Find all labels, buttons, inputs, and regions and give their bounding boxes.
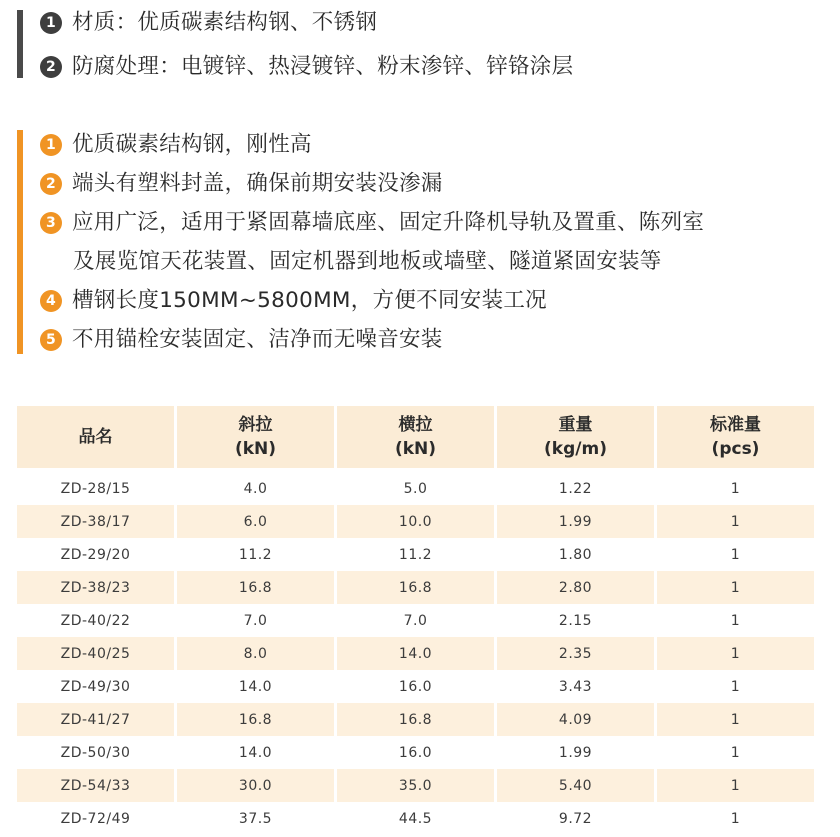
cell-diagonal-pull: 7.0 (243, 612, 268, 629)
table-row (17, 505, 814, 538)
cell-name: ZD-72/49 (60, 810, 131, 827)
header-lateral-pull (337, 406, 494, 468)
cell-lateral-pull: 14.0 (337, 637, 494, 670)
header-line2: (kN) (234, 439, 277, 459)
cell-lateral-pull: 7.0 (403, 612, 428, 629)
cell-diagonal-pull: 16.8 (177, 571, 334, 604)
feature-item-text: 优质碳素结构钢，刚性高 (72, 132, 312, 157)
feature-item-text: 槽钢长度150MM~5800MM，方便不同安装工况 (72, 288, 547, 313)
cell-lateral-pull: 16.8 (337, 703, 494, 736)
cell-standard-qty: 1 (657, 505, 814, 538)
table-row (17, 472, 814, 505)
cell-weight: 5.40 (497, 769, 654, 802)
cell-weight: 1.99 (497, 505, 654, 538)
cell-diagonal-pull: 11.2 (238, 546, 273, 563)
cell-diagonal-pull: 6.0 (177, 505, 334, 538)
spec-table (14, 406, 817, 835)
header-name (17, 406, 174, 468)
number-badge: 2 (40, 173, 62, 195)
table-row (17, 670, 814, 703)
cell-name: ZD-38/23 (17, 571, 174, 604)
table-header-row (17, 406, 814, 468)
cell-diagonal-pull: 37.5 (238, 810, 273, 827)
feature-item (40, 208, 704, 238)
cell-name: ZD-40/22 (60, 612, 131, 629)
cell-standard-qty: 1 (657, 769, 814, 802)
feature-item (40, 325, 443, 355)
feature-item-text: 应用广泛，适用于紧固幕墙底座、固定升降机导轨及置重、陈列室 (72, 210, 705, 235)
header-line1: 品名 (78, 427, 113, 447)
anticorrosion-item-text: 防腐处理：电镀锌、热浸镀锌、粉末渗锌、锌铬涂层 (72, 54, 574, 79)
header-weight (497, 406, 654, 468)
anticorrosion-item (40, 52, 573, 82)
cell-lateral-pull: 11.2 (398, 546, 433, 563)
cell-lateral-pull: 5.0 (403, 480, 428, 497)
cell-weight: 1.80 (558, 546, 593, 563)
header-standard-qty (657, 406, 814, 468)
cell-name: ZD-49/30 (60, 678, 131, 695)
section-accent-bar (17, 130, 23, 354)
header-line2: (kN) (394, 439, 437, 459)
cell-lateral-pull: 44.5 (398, 810, 433, 827)
cell-name: ZD-29/20 (60, 546, 131, 563)
cell-weight: 1.22 (558, 480, 593, 497)
feature-item-text: 端头有塑料封盖，确保前期安装没渗漏 (72, 171, 443, 196)
cell-lateral-pull: 16.0 (398, 678, 433, 695)
cell-weight: 1.99 (558, 744, 593, 761)
cell-lateral-pull: 35.0 (337, 769, 494, 802)
header-line2: (kg/m) (544, 439, 607, 459)
cell-standard-qty: 1 (730, 744, 741, 761)
cell-name: ZD-50/30 (60, 744, 131, 761)
header-line1: 重量 (558, 415, 593, 435)
header-line2: (pcs) (711, 439, 760, 459)
cell-diagonal-pull: 14.0 (238, 744, 273, 761)
section-accent-bar (17, 10, 23, 78)
cell-lateral-pull: 16.0 (398, 744, 433, 761)
table-row (17, 703, 814, 736)
cell-weight: 2.35 (497, 637, 654, 670)
table-row (17, 769, 814, 802)
cell-weight: 9.72 (558, 810, 593, 827)
table-row (17, 604, 814, 637)
cell-name: ZD-54/33 (17, 769, 174, 802)
cell-weight: 3.43 (558, 678, 593, 695)
cell-diagonal-pull: 8.0 (177, 637, 334, 670)
feature-item (40, 130, 312, 160)
header-diagonal-pull (177, 406, 334, 468)
number-badge: 3 (40, 212, 62, 234)
cell-standard-qty: 1 (730, 810, 741, 827)
material-item (40, 8, 377, 38)
cell-standard-qty: 1 (730, 546, 741, 563)
cell-name: ZD-28/15 (60, 480, 131, 497)
number-badge: 4 (40, 290, 62, 312)
feature-item (40, 169, 443, 199)
cell-standard-qty: 1 (657, 571, 814, 604)
cell-diagonal-pull: 16.8 (177, 703, 334, 736)
table-row (17, 802, 814, 835)
spec-table-body (17, 472, 814, 835)
feature-item (40, 286, 547, 316)
cell-diagonal-pull: 14.0 (238, 678, 273, 695)
cell-standard-qty: 1 (730, 480, 741, 497)
cell-standard-qty: 1 (657, 637, 814, 670)
cell-diagonal-pull: 4.0 (243, 480, 268, 497)
cell-lateral-pull: 16.8 (337, 571, 494, 604)
number-badge: 1 (40, 134, 62, 156)
material-item-text: 材质：优质碳素结构钢、不锈钢 (72, 10, 378, 35)
cell-name: ZD-38/17 (17, 505, 174, 538)
feature-item-continuation: 及展览馆天花装置、固定机器到地板或墙壁、隧道紧固安装等 (73, 249, 662, 274)
table-row (17, 736, 814, 769)
feature-item-text: 不用锚栓安装固定、洁净而无噪音安装 (72, 327, 443, 352)
header-line1: 标准量 (710, 415, 761, 435)
table-row (17, 538, 814, 571)
number-badge: 5 (40, 329, 62, 351)
table-row (17, 571, 814, 604)
cell-name: ZD-41/27 (17, 703, 174, 736)
cell-weight: 2.80 (497, 571, 654, 604)
number-badge: 1 (40, 12, 62, 34)
cell-diagonal-pull: 30.0 (177, 769, 334, 802)
header-line1: 横拉 (398, 415, 433, 435)
cell-weight: 2.15 (558, 612, 593, 629)
table-row (17, 637, 814, 670)
number-badge: 2 (40, 56, 62, 78)
cell-standard-qty: 1 (657, 703, 814, 736)
cell-standard-qty: 1 (730, 612, 741, 629)
cell-name: ZD-40/25 (17, 637, 174, 670)
cell-lateral-pull: 10.0 (337, 505, 494, 538)
cell-weight: 4.09 (497, 703, 654, 736)
cell-standard-qty: 1 (730, 678, 741, 695)
header-line1: 斜拉 (238, 415, 273, 435)
